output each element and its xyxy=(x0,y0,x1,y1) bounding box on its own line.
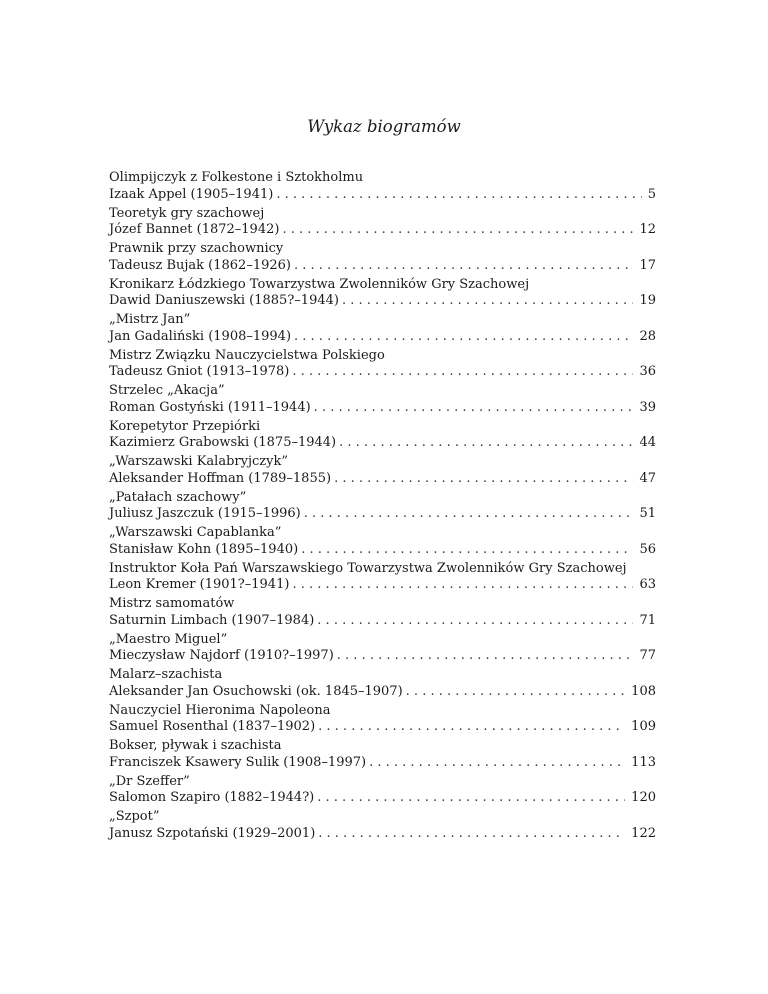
toc-entry xyxy=(109,596,656,629)
dot-leader xyxy=(294,258,633,275)
dot-leader xyxy=(317,613,633,630)
entry-subtitle: Mistrz samomatów xyxy=(109,596,235,611)
toc-entry xyxy=(109,632,656,665)
dot-leader xyxy=(292,577,633,594)
entry-subtitle: „Mistrz Jan” xyxy=(109,312,191,327)
entry-subtitle: Prawnik przy szachownicy xyxy=(109,241,284,256)
toc-entry xyxy=(109,348,656,381)
entry-subtitle: Mistrz Związku Nauczycielstwa Polskiego xyxy=(109,347,385,363)
entry-page-number: 5 xyxy=(647,186,656,202)
entry-page-number: 71 xyxy=(639,612,656,628)
toc-entry xyxy=(109,241,656,274)
toc-entry xyxy=(109,525,656,558)
entry-line xyxy=(109,400,656,417)
entry-subtitle: Malarz–szachista xyxy=(109,667,223,682)
entry-subtitle: Instruktor Koła Pań Warszawskiego Towarzystwa Zwolenników Gry Szachowej xyxy=(109,560,627,576)
page-title: Wykaz biogramów xyxy=(307,117,461,136)
dot-leader xyxy=(314,400,634,417)
entry-page-number: 17 xyxy=(639,257,656,273)
entry-subtitle: Kronikarz Łódzkiego Towarzystwa Zwolenników Gry Szachowej xyxy=(109,276,530,292)
entry-subtitle: Korepetytor Przepiórki xyxy=(109,418,261,434)
dot-leader xyxy=(342,293,634,310)
entry-line xyxy=(109,258,656,275)
dot-leader xyxy=(339,435,633,452)
entry-name: Aleksander Jan Osuchowski (ok. 1845–1907) xyxy=(109,683,403,699)
entry-subtitle: Nauczyciel Hieronima Napoleona xyxy=(109,702,331,718)
entry-name: Kazimierz Grabowski (1875–1944) xyxy=(109,435,337,450)
entry-subtitle: „Warszawski Kalabryjczyk” xyxy=(109,454,288,469)
toc-entry xyxy=(109,738,656,771)
entry-line xyxy=(109,435,656,452)
entry-name: Roman Gostyński (1911–1944) xyxy=(109,399,311,415)
dot-leader xyxy=(317,790,625,807)
dot-leader xyxy=(294,329,633,346)
entry-page-number: 113 xyxy=(631,754,656,770)
entry-page-number: 108 xyxy=(631,683,656,699)
entry-name: Franciszek Ksawery Sulik (1908–1997) xyxy=(109,754,367,770)
toc-entry xyxy=(109,703,656,736)
entry-subtitle: „Warszawski Capablanka” xyxy=(109,525,282,540)
toc-entry xyxy=(109,774,656,807)
entry-page-number: 12 xyxy=(639,222,656,237)
entry-name: Leon Kremer (1901?–1941) xyxy=(109,577,290,592)
dot-leader xyxy=(276,187,641,204)
entry-line xyxy=(109,648,656,665)
entry-name: Dawid Daniuszewski (1885?–1944) xyxy=(109,293,339,308)
toc-entry xyxy=(109,170,656,203)
entry-line xyxy=(109,542,656,559)
entry-name: Janusz Szpotański (1929–2001) xyxy=(109,825,316,841)
entry-line xyxy=(109,613,656,630)
toc-entry xyxy=(109,561,656,594)
entry-name: Jan Gadaliński (1908–1994) xyxy=(109,328,292,344)
entry-line xyxy=(109,222,656,239)
entry-name: Stanisław Kohn (1895–1940) xyxy=(109,541,299,557)
entry-subtitle: Bokser, pływak i szachista xyxy=(109,738,282,753)
entry-line xyxy=(109,506,656,523)
dot-leader xyxy=(282,222,633,239)
entry-line xyxy=(109,826,656,843)
toc-entry xyxy=(109,312,656,345)
entry-page-number: 47 xyxy=(639,470,656,486)
entry-subtitle: „Maestro Miguel” xyxy=(109,631,228,647)
entry-subtitle: „Dr Szeffer” xyxy=(109,773,190,789)
entry-name: Aleksander Hoffman (1789–1855) xyxy=(109,470,332,486)
entry-name: Samuel Rosenthal (1837–1902) xyxy=(109,719,316,734)
toc-entry xyxy=(109,419,656,452)
entry-subtitle: Strzelec „Akacja” xyxy=(109,383,225,398)
entry-subtitle: Teoretyk gry szachowej xyxy=(109,205,265,221)
dot-leader xyxy=(318,826,625,843)
toc-entry xyxy=(109,206,656,239)
dot-leader xyxy=(369,755,625,772)
entry-name: Saturnin Limbach (1907–1984) xyxy=(109,612,315,628)
entry-page-number: 63 xyxy=(639,577,656,592)
entry-page-number: 39 xyxy=(639,399,656,415)
toc-entry xyxy=(109,454,656,487)
dot-leader xyxy=(292,364,633,381)
entry-name: Izaak Appel (1905–1941) xyxy=(109,186,274,202)
toc-entry xyxy=(109,490,656,523)
entry-name: Tadeusz Gniot (1913–1978) xyxy=(109,364,290,379)
toc-entry xyxy=(109,667,656,700)
entry-line xyxy=(109,471,656,488)
entry-name: Salomon Szapiro (1882–1944?) xyxy=(109,790,315,805)
entry-line xyxy=(109,187,656,204)
dot-leader xyxy=(318,719,625,736)
entry-line xyxy=(109,755,656,772)
dot-leader xyxy=(337,648,634,665)
entry-line xyxy=(109,329,656,346)
dot-leader xyxy=(304,506,634,523)
entry-page-number: 36 xyxy=(639,364,656,379)
dot-leader xyxy=(334,471,633,488)
entry-line xyxy=(109,577,656,594)
entry-line xyxy=(109,790,656,807)
entry-subtitle: „Szpot” xyxy=(109,809,160,824)
entry-name: Tadeusz Bujak (1862–1926) xyxy=(109,257,291,273)
entry-line xyxy=(109,293,656,310)
entry-page-number: 122 xyxy=(631,825,656,841)
toc-entry xyxy=(109,277,656,310)
entry-page-number: 56 xyxy=(639,541,656,557)
entry-page-number: 28 xyxy=(639,328,656,344)
entry-page-number: 77 xyxy=(639,648,656,663)
entry-subtitle: Olimpijczyk z Folkestone i Sztokholmu xyxy=(109,170,364,185)
dot-leader xyxy=(301,542,633,559)
toc-entry xyxy=(109,809,656,842)
entry-name: Józef Bannet (1872–1942) xyxy=(109,222,280,237)
entry-page-number: 19 xyxy=(639,293,656,308)
dot-leader xyxy=(406,684,626,701)
entry-line xyxy=(109,719,656,736)
toc-entry xyxy=(109,383,656,416)
entry-subtitle: „Patałach szachowy” xyxy=(109,489,247,505)
table-of-contents xyxy=(109,170,656,845)
entry-page-number: 120 xyxy=(631,790,656,805)
entry-page-number: 51 xyxy=(639,506,656,521)
entry-name: Juliusz Jaszczuk (1915–1996) xyxy=(109,506,301,521)
entry-line xyxy=(109,684,656,701)
entry-name: Mieczysław Najdorf (1910?–1997) xyxy=(109,648,334,663)
entry-page-number: 44 xyxy=(639,435,656,450)
entry-line xyxy=(109,364,656,381)
entry-page-number: 109 xyxy=(631,719,656,734)
